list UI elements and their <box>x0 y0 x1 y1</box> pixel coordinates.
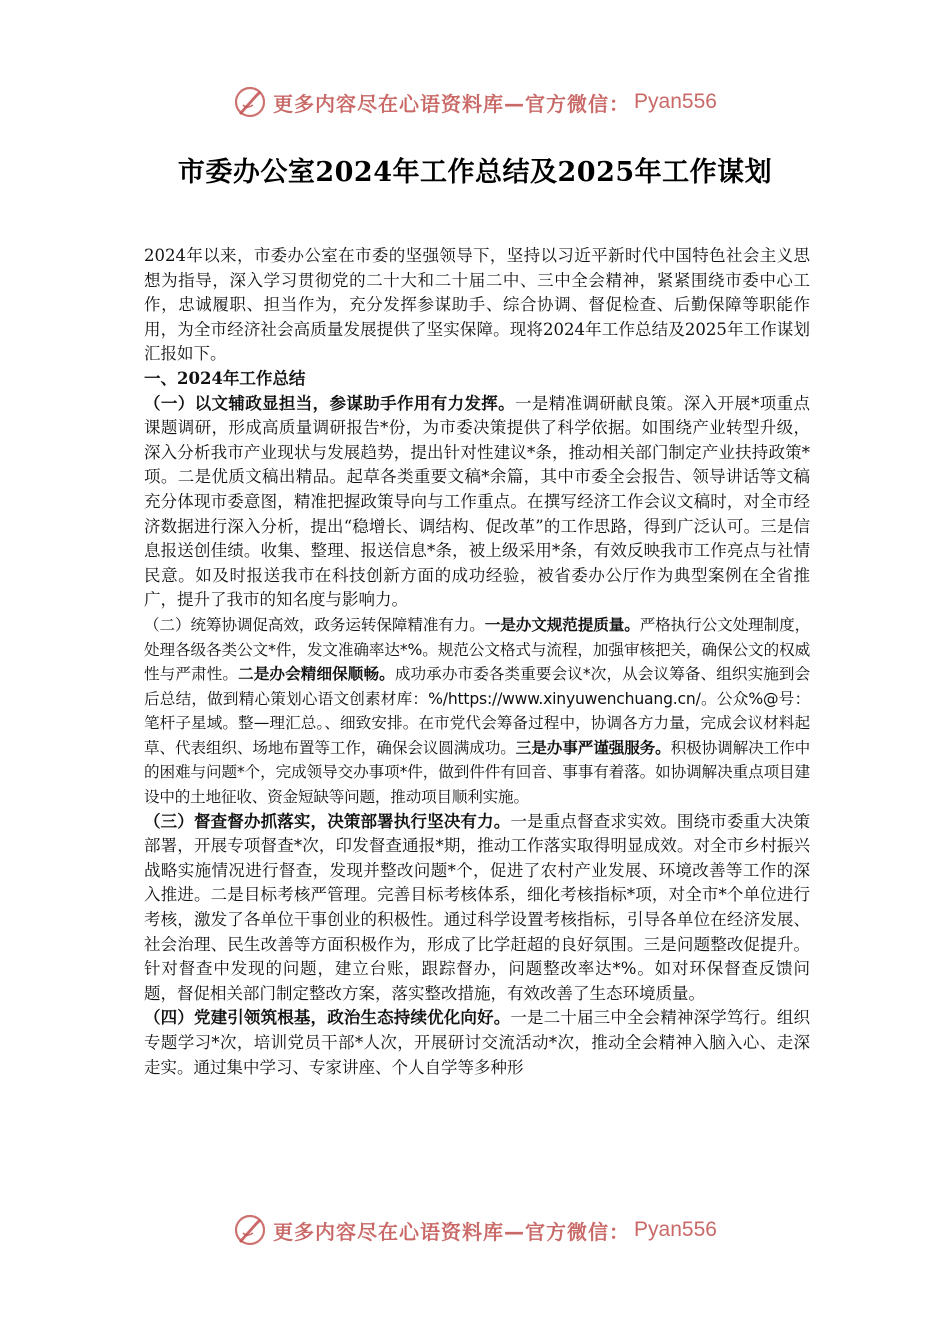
banner-wechat-id: Pyan556 <box>634 1218 717 1241</box>
paragraph-item-2 <box>144 613 810 810</box>
intro-paragraph: 2024年以来，市委办公室在市委的坚强领导下，坚持以习近平新时代中国特色社会主义思想为指导，深入学习贯彻党的二十大和二十届二中、三中全会精神，紧紧围绕市委中心工作，忠诚履职、担当作为，充分发挥参谋助手、综合协调、督促检查、后勤保障等职能作用，为全市经济社会高质量发展提供了坚实保障。现将2024年工作总结及2025年工作谋划汇报如下。 <box>144 246 810 364</box>
item-point: 二是办会精细保顺畅。 <box>238 665 395 684</box>
item-body: 成功承办市委各类重要会议*次，从会议筹备、组织实施到会后总结，做到精心策划心语文创素材库：%/https://www.xinyuwenchuang.cn/。公众%@号：笔杆子星域。整—理汇总。、细致安排。在市党代会筹备过程中，协调各方力量，完成会议材料起草、代表组织、场地布置等工作，确保会议圆满成功。 <box>144 665 810 757</box>
item-lead: （四）党建引领筑根基，政治生态持续优化向好。 <box>144 1008 511 1028</box>
item-lead: （一）以文辅政显担当，参谋助手作用有力发挥。 <box>144 393 516 413</box>
banner-wechat-id: Pyan556 <box>634 90 717 113</box>
item-body: 严格执行公文处理制度，处理各级各类公文*件，发文准确率达*%。规范公文格式与流程，加强审核把关，确保公文的权威性与严肃性。 <box>144 615 810 684</box>
watermark-banner-bottom <box>0 1208 950 1252</box>
banner-text: 更多内容尽在心语资料库—官方微信： <box>273 1219 631 1244</box>
item-body: 积极协调解决工作中的困难与问题*个，完成领导交办事项*件，做到件件有回音、事事有着落。如协调解决重点项目建设中的土地征收、资金短缺等问题，推动项目顺利实施。 <box>144 738 810 807</box>
item-lead: （三）督查督办抓落实，决策部署执行坚决有力。 <box>144 811 511 831</box>
item-body: 一是重点督查求实效。围绕市委重大决策部署，开展专项督查*次，印发督查通报*期，推动工作落实取得明显成效。对全市乡村振兴战略实施情况进行督查，发现并整改问题*个，促进了农村产业发展、环境改善等工作的深入推进。二是目标考核严管理。完善目标考核体系，细化考核指标*项，对全市*个单位进行考核，激发了各单位干事创业的积极性。通过科学设置考核指标，引导各单位在经济发展、社会治理、民生改善等方面积极作为，形成了比学赶超的良好氛围。三是问题整改促提升。针对督查中发现的问题，建立台账，跟踪督办，问题整改率达*%。如对环保督查反馈问题，督促相关部门制定整改方案，落实整改措施，有效改善了生态环境质量。 <box>144 811 811 1003</box>
item-body: 一是精准调研献良策。深入开展*项重点课题调研，形成高质量调研报告*份，为市委决策提供了科学依据。如围绕产业转型升级，深入分析我市产业现状与发展趋势，提出针对性建议*条，推动相关部门制定产业扶持政策*项。二是优质文稿出精品。起草各类重要文稿*余篇，其中市委全会报告、领导讲话等文稿充分体现市委意图，精准把握政策导向与工作重点。在撰写经济工作会议文稿时，对全市经济数据进行深入分析，提出“稳增长、调结构、促改革”的工作思路，得到广泛认可。三是信息报送创佳绩。收集、整理、报送信息*条，被上级采用*条，有效反映我市工作亮点与社情民意。如及时报送我市在科技创新方面的成功经验，被省委办公厅作为典型案例在全省推广，提升了我市的知名度与影响力。 <box>144 393 811 610</box>
document-body <box>144 244 810 1080</box>
paragraph-item-1 <box>144 392 810 613</box>
document-title: 市委办公室2024年工作总结及2025年工作谋划 <box>177 157 773 188</box>
paragraph-item-3 <box>144 810 810 1007</box>
section-heading: 一、2024年工作总结 <box>144 368 306 388</box>
item-point: 三是办事严谨强服务。 <box>515 738 671 757</box>
item-lead: （二）统筹协调促高效，政务运转保障精准有力。 <box>144 615 485 634</box>
item-point: 一是办文规范提质量。 <box>484 615 640 634</box>
watermark-banner-top <box>0 80 950 124</box>
brush-logo-icon <box>233 1213 267 1247</box>
banner-text: 更多内容尽在心语资料库—官方微信： <box>273 91 631 116</box>
item-body: 一是二十届三中全会精神深学笃行。组织专题学习*次，培训党员干部*人次，开展研讨交流活动*次，推动全会精神入脑入心、走深走实。通过集中学习、专家讲座、个人自学等多种形 <box>144 1008 811 1077</box>
paragraph-item-4 <box>144 1006 810 1080</box>
brush-logo-icon <box>233 85 267 119</box>
